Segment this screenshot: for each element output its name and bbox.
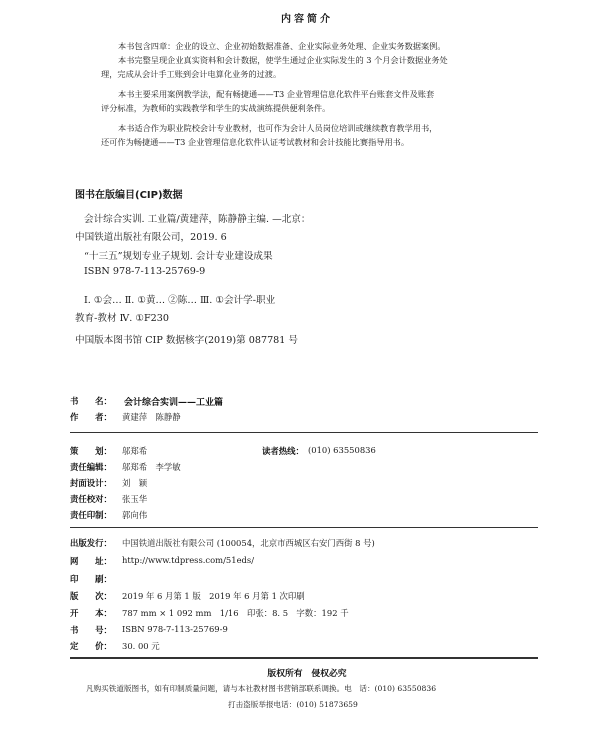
divider-2 <box>70 527 538 528</box>
cip-line-6: 教育-教材 Ⅳ. ①F230 <box>75 313 169 324</box>
summary-line-6: 本书适合作为职业院校会计专业教材，也可作为会计人员岗位培训或继续教育教学用书， <box>118 123 438 133</box>
cip-line-3: “十三五”规划专业子规划. 会计专业建设成果 <box>84 251 273 262</box>
printer-label: 印 刷： <box>70 574 112 584</box>
divider-3 <box>70 657 538 659</box>
cover-value: 刘 颖 <box>122 478 148 488</box>
format-value: 787 mm × 1 092 mm 1/16 印张：8. 5 字数：192 千 <box>122 608 349 618</box>
cip-line-5: Ⅰ. ①会… Ⅱ. ①黄… ②陈… Ⅲ. ①会计学-职业 <box>84 295 276 306</box>
price-value: 30. 00 元 <box>122 641 160 651</box>
hotline-label: 读者热线： <box>262 446 304 456</box>
edition-label: 版 次： <box>70 591 112 601</box>
cover-label: 封面设计： <box>70 478 112 488</box>
isbn-value: ISBN 978-7-113-25769-9 <box>122 624 228 634</box>
planner-label: 策 划： <box>70 446 112 456</box>
summary-line-5: 评分标准，为教师的实践教学和学生的实战演练提供便利条件。 <box>101 103 331 113</box>
cip-record: 中国版本图书馆 CIP 数据核字(2019)第 087781 号 <box>75 335 299 346</box>
book-title-label: 书 名： <box>70 396 112 406</box>
proof-value: 张玉华 <box>122 494 148 504</box>
editor-value: 邬郑希 李学敏 <box>122 462 181 472</box>
book-author-label: 作 者： <box>70 412 112 422</box>
print-manager-value: 郭向伟 <box>122 510 148 520</box>
cip-line-4: ISBN 978-7-113-25769-9 <box>84 266 206 277</box>
price-label: 定 价： <box>70 641 112 651</box>
summary-line-3: 理，完成从会计手工账到会计电算化业务的过渡。 <box>101 69 282 79</box>
cip-line-1: 会计综合实训. 工业篇/黄建萍，陈静静主编. —北京： <box>84 214 311 225</box>
summary-line-7: 还可作为畅捷通——T3 企业管理信息化软件认证考试教材和会计技能比赛指导用书。 <box>101 137 410 147</box>
planner-value: 邬郑希 <box>122 446 148 456</box>
summary-line-4: 本书主要采用案例教学法，配有畅捷通——T3 企业管理信息化软件平台账套文件及账套 <box>118 89 435 99</box>
isbn-label: 书 号： <box>70 625 112 635</box>
summary-title: 内容简介 <box>281 14 333 25</box>
edition-value: 2019 年 6 月第 1 版 2019 年 6 月第 1 次印刷 <box>122 591 305 601</box>
divider-1 <box>70 432 538 433</box>
proof-label: 责任校对： <box>70 494 112 504</box>
cip-line-2: 中国铁道出版社有限公司，2019. 6 <box>75 232 227 243</box>
publisher-label: 出版发行： <box>70 538 112 548</box>
print-manager-label: 责任印制： <box>70 510 112 520</box>
website-label: 网 址： <box>70 556 112 566</box>
editor-label: 责任编辑： <box>70 462 112 472</box>
website-value: http://www.tdpress.com/51eds/ <box>122 555 255 565</box>
quality-notice: 凡购买铁道版图书，如有印制质量问题，请与本社教材图书营销部联系调换。电 话：(010) 63550836 <box>86 684 437 693</box>
book-title-value: 会计综合实训——工业篇 <box>124 398 224 408</box>
format-label: 开 本： <box>70 608 112 618</box>
piracy-hotline: 打击盗版举报电话：(010) 51873659 <box>228 700 358 709</box>
rights-reserved: 版权所有 侵权必究 <box>267 669 347 679</box>
publisher-value: 中国铁道出版社有限公司 (100054，北京市西城区右安门西街 8 号) <box>122 538 375 548</box>
summary-line-1: 本书包含四章：企业的设立、企业初始数据准备、企业实际业务处理、企业实务数据案例。 <box>118 41 446 51</box>
summary-line-2: 本书完整呈现企业真实资料和会计数据，使学生通过企业实际发生的 3 个月会计数据业务处 <box>118 55 448 65</box>
hotline-value: (010) 63550836 <box>308 445 376 455</box>
cip-heading: 图书在版编目(CIP)数据 <box>75 190 183 201</box>
book-author-value: 黄建萍 陈静静 <box>122 412 181 422</box>
